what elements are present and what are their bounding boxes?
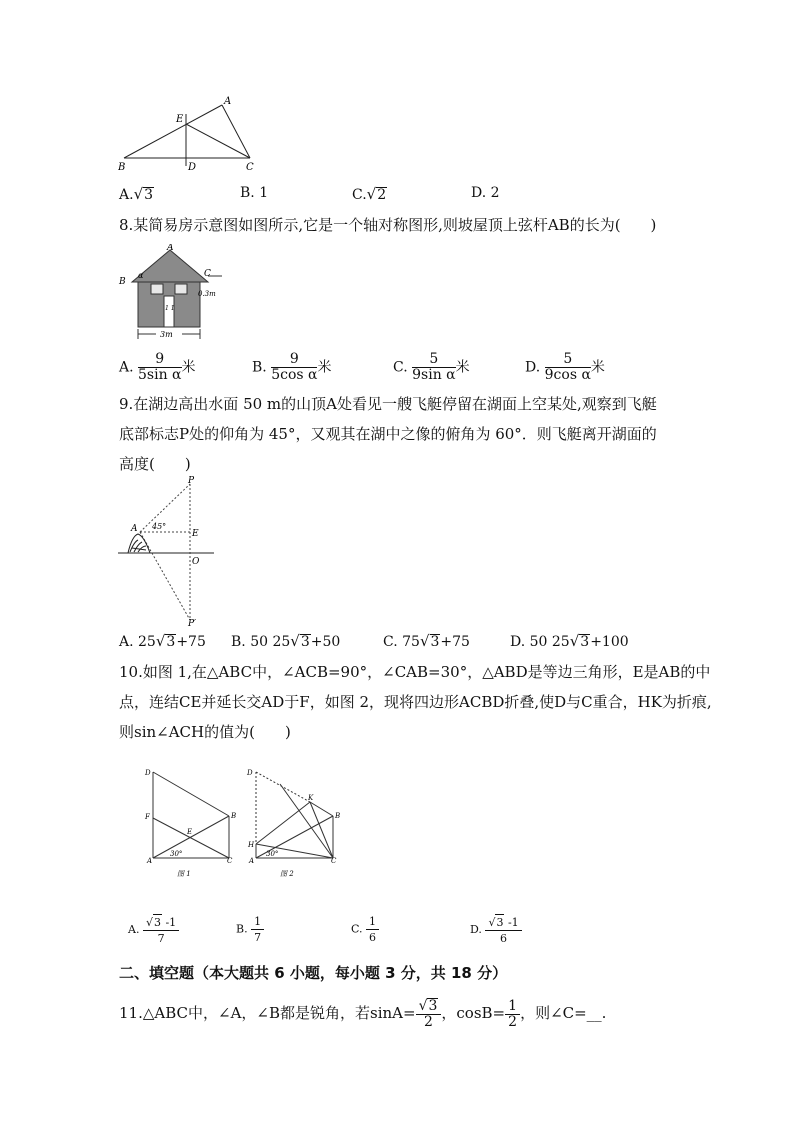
q10-fig1-label-b: B [231, 812, 237, 820]
q9-line-ap2 [140, 532, 190, 620]
q9-option-d-radicand: 3 [580, 634, 590, 650]
q11-cosb-fraction [505, 999, 520, 1030]
q7-option-a[interactable]: A.√3 [119, 185, 154, 203]
q8-option-c[interactable] [393, 352, 470, 383]
q10-option-b[interactable] [236, 914, 264, 945]
q8-door-label: 1 1 [165, 305, 175, 312]
q7-label-a: A [224, 96, 232, 107]
q8-house-figure [118, 244, 228, 344]
q9-option-b-coef: B. 50 25 [231, 634, 291, 650]
q11-answer-blank: ，则∠C=__. [520, 1004, 607, 1022]
q8-window-left [151, 284, 163, 294]
q10-option-a-tail: -1 [161, 916, 177, 929]
q8-option-a-fraction [138, 352, 182, 383]
q10-fig1-label-f: F [145, 813, 150, 821]
q10-fig2-label-c: C [331, 857, 337, 865]
q10-fig1-label-a: A [147, 857, 153, 865]
q9-question-line2: 底部标志P处的仰角为 45°，又观其在湖中之像的俯角为 60°．则飞艇离开湖面的 [119, 425, 657, 443]
q8-window-right [175, 284, 187, 294]
q9-figure [118, 474, 218, 626]
q8-width-label: 3m [160, 330, 173, 339]
q10-fig1-label-c: C [227, 857, 233, 865]
q10-figure1 [140, 764, 240, 880]
q10-option-d-radicand: 3 [496, 916, 504, 929]
q9-option-b[interactable]: B. 50 25√3+50 [231, 632, 341, 650]
q7-option-c[interactable]: C.√2 [352, 185, 387, 203]
q8-option-b-letter: B. [252, 359, 267, 376]
q10-option-a-radicand: 3 [153, 916, 161, 929]
q10-option-c-fraction [366, 914, 379, 945]
q11-question [119, 998, 606, 1030]
q9-label-o: O [192, 557, 200, 567]
q11-sina-fraction [416, 998, 442, 1030]
q9-question-line1: 9.在湖边高出水面 50 m的山顶A处看见一艘飞艇停留在湖面上空某处,观察到飞艇 [119, 395, 657, 413]
q10-option-c-letter: C. [351, 922, 363, 936]
q10-fig1-label-e: E [187, 828, 193, 836]
q10-fig1-angle: 30° [170, 850, 183, 858]
q8-height-label: 0.3m [198, 290, 216, 298]
q8-label-a: A [167, 244, 174, 253]
q9-option-c-radicand: 3 [430, 634, 440, 650]
q8-label-c: C [204, 269, 211, 279]
q7-option-a-letter: A. [119, 187, 134, 203]
q10-fig2-label-h: H [248, 841, 255, 849]
q8-option-c-unit: 米 [455, 359, 470, 376]
q10-fig2-label-a: A [249, 857, 255, 865]
q9-option-c[interactable]: C. 75√3+75 [383, 632, 470, 650]
q10-option-d-tail: -1 [504, 916, 519, 929]
q8-option-b[interactable] [252, 352, 331, 383]
q10-option-a[interactable] [128, 914, 179, 946]
q10-fig2-angle: 30° [266, 850, 279, 858]
q8-option-a[interactable] [119, 352, 196, 383]
q7-segment-ba [124, 105, 222, 158]
q7-option-c-radicand: 2 [377, 187, 387, 203]
q8-option-b-fraction [271, 352, 317, 383]
q7-option-c-letter: C. [352, 187, 367, 203]
q9-option-a-tail: +75 [176, 634, 206, 650]
q7-option-a-radicand: 3 [144, 187, 154, 203]
q8-option-b-num: 9 [271, 352, 317, 368]
q8-option-c-fraction [412, 352, 456, 383]
q10-option-d-letter: D. [470, 923, 482, 936]
q10-question-line2: 点，连结CE并延长交AD于F，如图 2，现将四边形ACBD折叠,使D与C重合，HK为折痕, [119, 693, 712, 711]
q10-question-line1: 10.如图 1,在△ABC中，∠ACB=90°，∠CAB=30°，△ABD是等边三角形，E是AB的中 [119, 663, 711, 681]
q7-label-c: C [246, 162, 254, 173]
q9-option-b-tail: +50 [310, 634, 341, 650]
q7-option-d[interactable]: D. 2 [471, 185, 500, 201]
q10-option-a-letter: A. [128, 923, 140, 936]
q9-label-a: A [131, 524, 138, 534]
q8-option-d-letter: D. [525, 359, 541, 376]
q8-option-d[interactable] [525, 352, 605, 383]
q9-option-c-coef: C. 75 [383, 634, 420, 650]
q9-angle-label: 45° [152, 522, 167, 531]
q11-prefix: 11.△ABC中，∠A，∠B都是锐角，若sinA= [119, 1004, 416, 1022]
q9-option-a-coef: A. 25 [119, 634, 156, 650]
q8-option-c-num: 5 [412, 352, 456, 368]
q7-option-b[interactable]: B. 1 [240, 185, 269, 201]
q8-option-d-num: 5 [545, 352, 591, 368]
q10-option-c-num: 1 [366, 914, 379, 930]
q9-option-a-radicand: 3 [166, 634, 176, 650]
q7-label-e: E [176, 114, 184, 125]
q9-question-line3: 高度( ) [119, 455, 191, 473]
q8-question: 8.某简易房示意图如图所示,它是一个轴对称图形,则坡屋顶上弦杆AB的长为( ) [119, 216, 657, 234]
q11-cosb-den: 2 [508, 1013, 518, 1030]
q9-option-c-tail: +75 [440, 634, 470, 650]
q10-question-line3: 则sin∠ACH的值为( ) [119, 723, 291, 741]
q8-label-b: B [119, 277, 126, 287]
q10-option-d[interactable] [470, 914, 522, 946]
q11-sina-radicand: 3 [428, 998, 438, 1014]
q8-option-a-den: 5sin α [138, 367, 182, 383]
q11-sina-den: 2 [424, 1014, 433, 1030]
q9-label-e: E [192, 529, 199, 539]
q9-option-d-tail: +100 [590, 634, 629, 650]
q10-option-a-fraction [143, 914, 179, 946]
q10-fig1-caption: 图 1 [177, 870, 191, 878]
q8-option-a-unit: 米 [181, 359, 196, 376]
q10-option-a-den: 7 [157, 932, 165, 945]
q10-option-d-fraction [485, 914, 521, 946]
q9-label-p-prime: P′ [188, 619, 197, 626]
q7-segment-ec [186, 124, 250, 158]
q7-label-d: D [188, 162, 197, 173]
q10-option-b-den: 7 [254, 931, 262, 944]
q9-option-d[interactable]: D. 50 25√3+100 [510, 632, 629, 650]
q10-figure2 [244, 764, 344, 880]
q8-option-c-letter: C. [393, 359, 408, 376]
q11-cosb-num: 1 [505, 999, 520, 1015]
q9-option-b-radicand: 3 [300, 634, 310, 650]
q8-option-b-den: 5cos α [271, 367, 318, 383]
q8-option-c-den: 9sin α [412, 367, 456, 383]
q10-fig2-label-d: D [247, 769, 253, 777]
q8-label-alpha: α [138, 271, 144, 280]
q10-option-a-num: √3 -1 [143, 914, 179, 931]
q8-option-d-fraction [545, 352, 591, 383]
q10-option-d-num: √3 -1 [485, 914, 521, 931]
q10-option-b-fraction [251, 914, 264, 945]
q10-option-d-den: 6 [500, 932, 508, 945]
q7-label-b: B [118, 162, 126, 173]
q8-option-d-unit: 米 [590, 359, 605, 376]
section-heading-fill-in: 二、填空题（本大题共 6 小题，每小题 3 分，共 18 分） [119, 964, 508, 982]
q9-option-d-coef: D. 50 25 [510, 634, 570, 650]
q8-option-a-num: 9 [138, 352, 182, 368]
q11-sina-num: √3 [416, 998, 442, 1015]
q11-mid: ，cosB= [441, 1004, 506, 1022]
q10-option-b-num: 1 [251, 914, 264, 930]
q9-option-a[interactable]: A. 25√3+75 [119, 632, 206, 650]
q8-option-d-den: 9cos α [544, 367, 591, 383]
q10-option-c[interactable] [351, 914, 379, 945]
q8-option-a-letter: A. [119, 359, 134, 376]
q10-fig1-label-d: D [145, 769, 151, 777]
q10-fig2-label-k: K [308, 794, 314, 802]
q10-fig2-caption: 图 2 [280, 870, 294, 878]
q10-option-b-letter: B. [236, 922, 248, 936]
q7-figure [118, 94, 268, 174]
q10-option-c-den: 6 [369, 931, 377, 944]
q9-label-p: P [188, 476, 195, 486]
q10-fig2-label-b: B [335, 812, 341, 820]
q8-option-b-unit: 米 [317, 359, 332, 376]
